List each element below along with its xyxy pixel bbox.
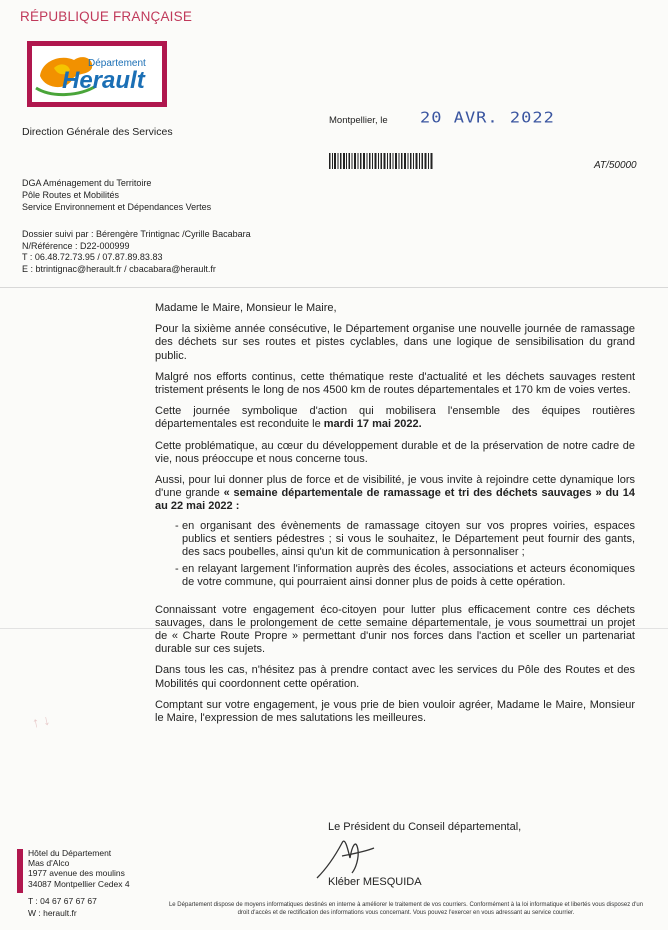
paragraph-5-event: « semaine départementale de ramassage et tri des déchets sauvages » du 14 au 22 mai 2022 : bbox=[155, 487, 635, 513]
action-list bbox=[155, 520, 635, 590]
herault-logo bbox=[27, 41, 167, 107]
dossier-reference: N/Référence : D22-000999 bbox=[22, 240, 130, 251]
barcode bbox=[329, 153, 433, 169]
paragraph-4: Cette problématique, au cœur du développement durable et de la préservation de notre cadre de vie, nous préoccupe et nous concerne tous. bbox=[155, 439, 635, 465]
handwritten-mark: ↑ ↓ bbox=[30, 711, 52, 731]
fold-line bbox=[0, 287, 668, 288]
paragraph-5 bbox=[155, 474, 635, 514]
dossier-telephone: T : 06.48.72.73.95 / 07.87.89.83.83 bbox=[22, 252, 163, 263]
place-label: Montpellier, le bbox=[329, 115, 388, 126]
service-block bbox=[22, 177, 211, 213]
address-block bbox=[28, 848, 130, 889]
service-line-3: Service Environnement et Dépendances Vertes bbox=[22, 202, 212, 212]
list-item: - en relayant largement l'information auprès des écoles, associations et acteurs économiques de votre commune, qui pourraient ainsi donner plus de poids à cette opération. bbox=[155, 563, 635, 589]
address-line-2: Mas d'Alco bbox=[28, 858, 70, 869]
address-accent-bar bbox=[17, 849, 23, 893]
paragraph-3-text: Cette journée symbolique d'action qui mobilisera l'ensemble des équipes routières départementales est reconduite le bbox=[155, 405, 635, 431]
dossier-email: E : btrintignac@herault.fr / cbacabara@herault.fr bbox=[22, 263, 216, 274]
footer-telephone: T : 04 67 67 67 67 bbox=[28, 896, 97, 906]
logo-top-text: Département bbox=[88, 58, 146, 69]
date-stamp: 20 AVR. 2022 bbox=[420, 109, 555, 127]
footer-website[interactable]: W : herault.fr bbox=[28, 907, 77, 918]
paragraph-6: Connaissant votre engagement éco-citoyen pour lutter plus efficacement contre ces déchets sauvages, dans le prolongement de cette semaine départementale, je vous soumettrai un projet de « Charte Route Propre » permettant d'unir nos forces dans l'action et sceller un partenariat durable sur ces sujets. bbox=[155, 603, 635, 656]
address-line-3: 1977 avenue des moulins bbox=[28, 868, 125, 879]
signature-name: Kléber MESQUIDA bbox=[328, 876, 422, 888]
list-item: - en organisant des évènements de ramassage citoyen sur vos propres voiries, espaces publics et sentiers pédestres ; si vous le souhaitez, le Département peut fournir des gants, des sacs poubelles, ainsi qu'un kit de communication à personnaliser ; bbox=[155, 520, 635, 560]
dossier-block bbox=[22, 229, 251, 275]
reference-code: AT/50000 bbox=[594, 160, 637, 171]
dossier-suivi: Dossier suivi par : Bérengère Trintignac /Cyrille Bacabara bbox=[22, 229, 251, 239]
direction-generale: Direction Générale des Services bbox=[22, 126, 173, 138]
legal-notice: Le Département dispose de moyens informatiques destinés en interne à améliorer le traitement de vos courriers. Conformément à la loi informatique et libertés vous disposez d'un droit d'accès et de rectification des informations vous concernant. Vous pouvez l'exercer en vous adressant au service courrier. bbox=[168, 902, 644, 917]
service-line-1: DGA Aménagement du Territoire bbox=[22, 178, 152, 188]
paragraph-3-date: mardi 17 mai 2022. bbox=[323, 418, 422, 431]
paragraph-8: Comptant sur votre engagement, je vous prie de bien vouloir agréer, Madame le Maire, Monsieur le Maire, l'expression de mes salutations les meilleures. bbox=[155, 698, 635, 725]
address-line-4: 34087 Montpellier Cedex 4 bbox=[28, 878, 130, 889]
signature-scribble bbox=[312, 828, 382, 883]
address-line-1: Hôtel du Département bbox=[28, 848, 112, 858]
contact-block bbox=[28, 896, 97, 919]
paragraph-2: Malgré nos efforts continus, cette thématique reste d'actualité et les déchets sauvages restent tristement présents le long de nos 4500 km de routes départementales et 170 km de voies vertes. bbox=[155, 370, 635, 397]
letter-body bbox=[155, 302, 635, 733]
paragraph-1: Pour la sixième année consécutive, le Département organise une nouvelle journée de ramassage des déchets sur ses routes et pistes cyclables, dans une logique de sensibilisation du grand public. bbox=[155, 323, 635, 362]
service-line-2: Pôle Routes et Mobilités bbox=[22, 190, 120, 200]
republique-francaise: RÉPUBLIQUE FRANÇAISE bbox=[20, 9, 193, 24]
logo-graphic bbox=[32, 46, 162, 102]
logo-main-text: Herault bbox=[62, 67, 145, 94]
paragraph-5-text: Aussi, pour lui donner plus de force et de visibilité, je vous invite à rejoindre cette dynamique lors d'une grande bbox=[155, 474, 635, 500]
signature-title: Le Président du Conseil départemental, bbox=[328, 821, 522, 833]
salutation: Madame le Maire, Monsieur le Maire, bbox=[155, 302, 337, 314]
paragraph-3 bbox=[155, 405, 635, 431]
paragraph-7: Dans tous les cas, n'hésitez pas à prendre contact avec les services du Pôle des Routes et des Mobilités qui coordonnent cette opération. bbox=[155, 664, 635, 690]
